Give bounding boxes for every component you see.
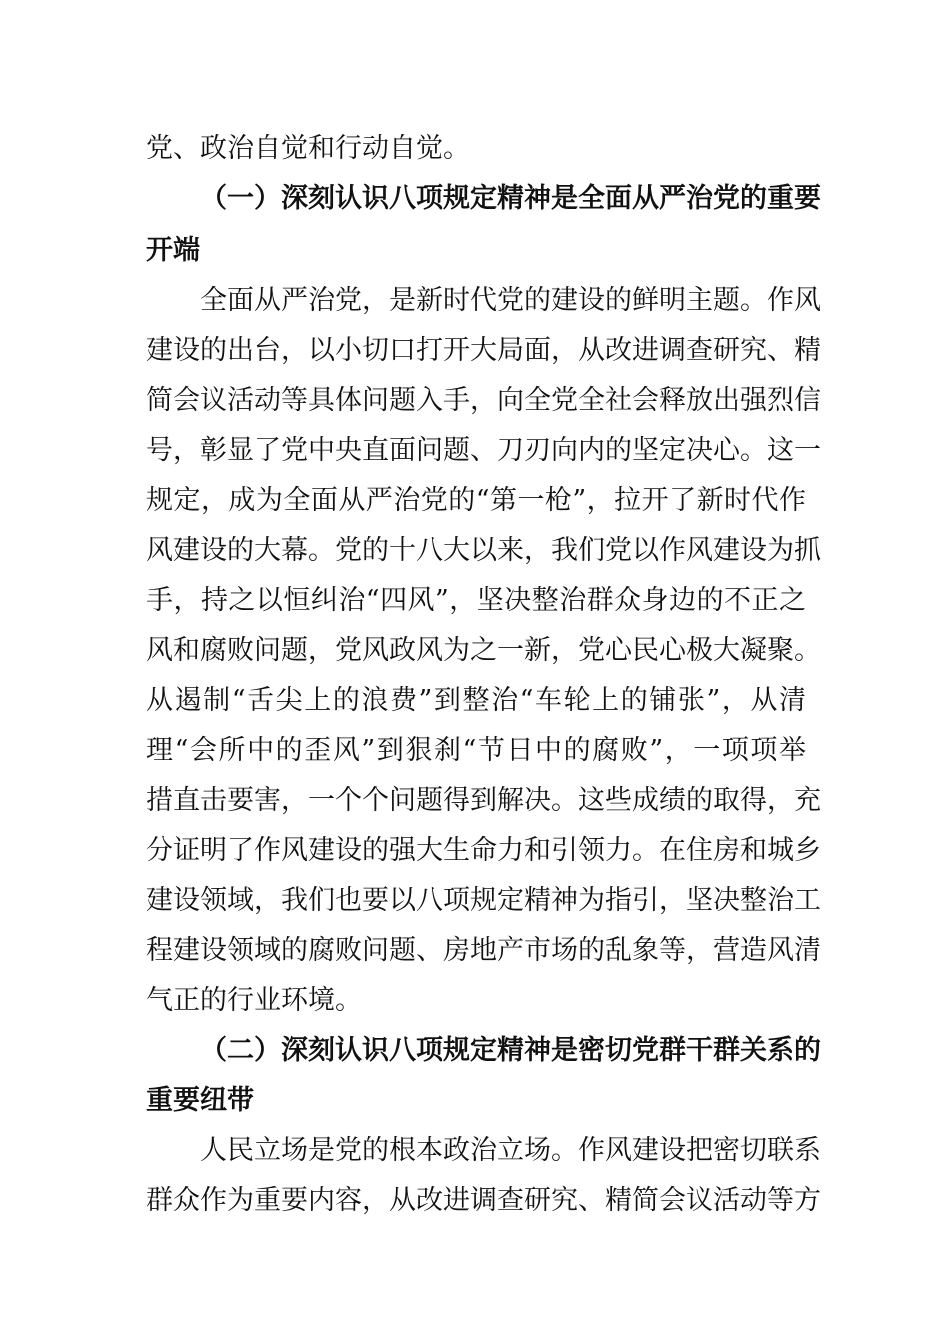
paragraph-line: 规定，成为全面从严治党的“第一枪”，拉开了新时代作	[146, 485, 806, 516]
section-heading-1: （一）深刻认识八项规定精神是全面从严治党的重要	[200, 183, 821, 214]
paragraph-line: 号，彰显了党中央直面问题、刀刃向内的坚定决心。这一	[146, 435, 821, 466]
section-heading-2-cont: 重要纽带	[146, 1085, 254, 1116]
paragraph-line: 建设的出台，以小切口打开大局面，从改进调查研究、精	[146, 335, 821, 366]
paragraph-line: 人民立场是党的根本政治立场。作风建设把密切联系	[200, 1135, 821, 1166]
paragraph-line: 建设领域，我们也要以八项规定精神为指引，坚决整治工	[146, 885, 821, 916]
section-heading-2: （二）深刻认识八项规定精神是密切党群干群关系的	[200, 1035, 821, 1066]
paragraph-line: 风和腐败问题，党风政风为之一新，党心民心极大凝聚。	[146, 635, 821, 666]
paragraph-line: 分证明了作风建设的强大生命力和引领力。在住房和城乡	[146, 835, 821, 866]
paragraph-line: 党、政治自觉和行动自觉。	[146, 133, 470, 164]
paragraph-line: 全面从严治党，是新时代党的建设的鲜明主题。作风	[200, 285, 821, 316]
paragraph-line: 理“会所中的歪风”到狠刹“节日中的腐败”，一项项举	[146, 735, 806, 766]
paragraph-line: 措直击要害，一个个问题得到解决。这些成绩的取得，充	[146, 785, 821, 816]
paragraph-line: 从遏制“舌尖上的浪费”到整治“车轮上的铺张”，从清	[146, 685, 806, 716]
paragraph-line: 程建设领域的腐败问题、房地产市场的乱象等，营造风清	[146, 935, 821, 966]
section-heading-1-cont: 开端	[146, 235, 200, 266]
paragraph-line: 简会议活动等具体问题入手，向全党全社会释放出强烈信	[146, 385, 821, 416]
paragraph-line: 群众作为重要内容，从改进调查研究、精简会议活动等方	[146, 1185, 821, 1216]
paragraph-line: 气正的行业环境。	[146, 985, 362, 1016]
paragraph-line: 手，持之以恒纠治“四风”，坚决整治群众身边的不正之	[146, 585, 806, 616]
paragraph-line: 风建设的大幕。党的十八大以来，我们党以作风建设为抓	[146, 535, 821, 566]
